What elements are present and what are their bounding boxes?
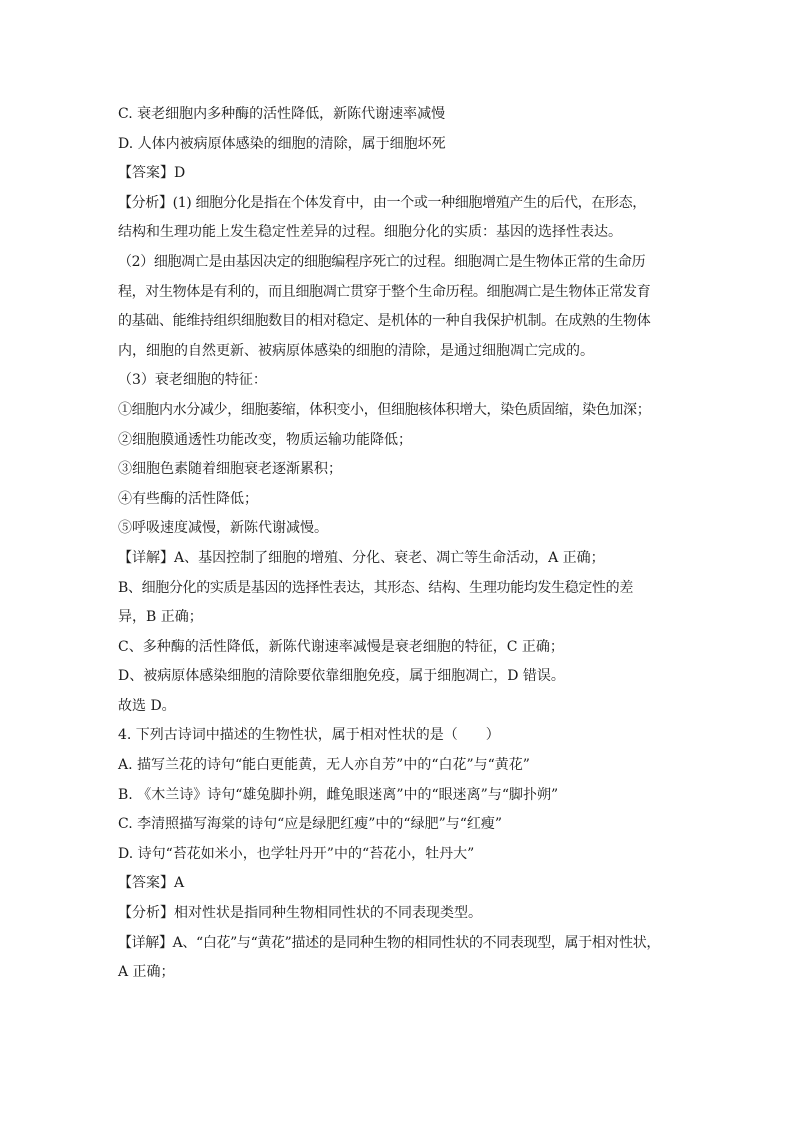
- analysis-paragraph-1-line-1: 【分析】(1) 细胞分化是指在个体发育中，由一个或一种细胞增殖产生的后代，在形态，: [118, 194, 646, 211]
- analysis-paragraph-2-line-1: （2）细胞凋亡是由基因决定的细胞编程序死亡的过程。细胞凋亡是生物体正常的生命历: [118, 253, 646, 270]
- question-4-analysis: 【分析】相对性状是指同种生物相同性状的不同表现类型。: [118, 905, 482, 922]
- question-4-stem: 4. 下列古诗词中描述的生物性状，属于相对性状的是（ ）: [118, 727, 500, 744]
- conclusion-line: 故选 D。: [118, 697, 176, 714]
- question-4-option-a: A. 描写兰花的诗句“能白更能黄，无人亦自芳”中的“白花”与“黄花”: [118, 757, 530, 774]
- detail-line-b-1: B、细胞分化的实质是基因的选择性表达，其形态、结构、生理功能均发生稳定性的差: [118, 579, 633, 596]
- detail-line-c: C、多种酶的活性降低，新陈代谢速率减慢是衰老细胞的特征，C 正确；: [118, 638, 564, 655]
- answer-line: 【答案】D: [118, 165, 186, 182]
- analysis-paragraph-3-heading: （3）衰老细胞的特征：: [118, 372, 267, 389]
- detail-line-d: D、被病原体感染细胞的清除要依靠细胞免疫，属于细胞凋亡，D 错误。: [118, 668, 565, 685]
- option-c-line: C. 衰老细胞内多种酶的活性降低，新陈代谢速率减慢: [118, 106, 446, 122]
- feature-item-3: ③细胞色素随着细胞衰老逐渐累积；: [118, 461, 342, 478]
- analysis-paragraph-2-line-4: 内，细胞的自然更新、被病原体感染的细胞的清除，是通过细胞凋亡完成的。: [118, 342, 594, 359]
- question-4-detail-1: 【详解】A、“白花”与“黄花”描述的是同种生物的相同性状的不同表现型，属于相对性状，: [118, 934, 661, 951]
- detail-line-a: 【详解】A、基因控制了细胞的增殖、分化、衰老、凋亡等生命活动，A 正确；: [118, 549, 605, 566]
- analysis-paragraph-2-line-2: 程，对生物体是有利的，而且细胞凋亡贯穿于整个生命历程。细胞凋亡是生物体正常发育: [118, 283, 651, 300]
- question-4-answer: 【答案】A: [118, 875, 185, 892]
- analysis-paragraph-2-line-3: 的基础、能维持组织细胞数目的相对稳定、是机体的一种自我保护机制。在成熟的生物体: [118, 313, 651, 330]
- feature-item-4: ④有些酶的活性降低；: [118, 490, 258, 507]
- option-d-line: D. 人体内被病原体感染的细胞的清除，属于细胞坏死: [118, 135, 446, 152]
- feature-item-5: ⑤呼吸速度减慢，新陈代谢减慢。: [118, 520, 328, 537]
- detail-line-b-2: 异，B 正确；: [118, 609, 203, 626]
- analysis-paragraph-1-line-2: 结构和生理功能上发生稳定性差异的过程。细胞分化的实质：基因的选择性表达。: [118, 224, 622, 241]
- feature-item-2: ②细胞膜通透性功能改变，物质运输功能降低；: [118, 431, 412, 448]
- document-page: [118, 100, 678, 988]
- question-4-option-c: C. 李清照描写海棠的诗句“应是绿肥红瘦”中的“绿肥”与“红瘦”: [118, 816, 503, 833]
- question-4-option-b: B. 《木兰诗》诗句“雄兔脚扑朔，雌兔眼迷离”中的“眼迷离”与“脚扑朔”: [118, 786, 559, 803]
- question-4-detail-2: A 正确；: [118, 964, 175, 981]
- question-4-option-d: D. 诗句“苔花如米小，也学牡丹开”中的“苔花小，牡丹大”: [118, 845, 475, 862]
- feature-item-1: ①细胞内水分减少，细胞萎缩，体积变小，但细胞核体积增大，染色质固缩，染色加深；: [118, 401, 651, 418]
